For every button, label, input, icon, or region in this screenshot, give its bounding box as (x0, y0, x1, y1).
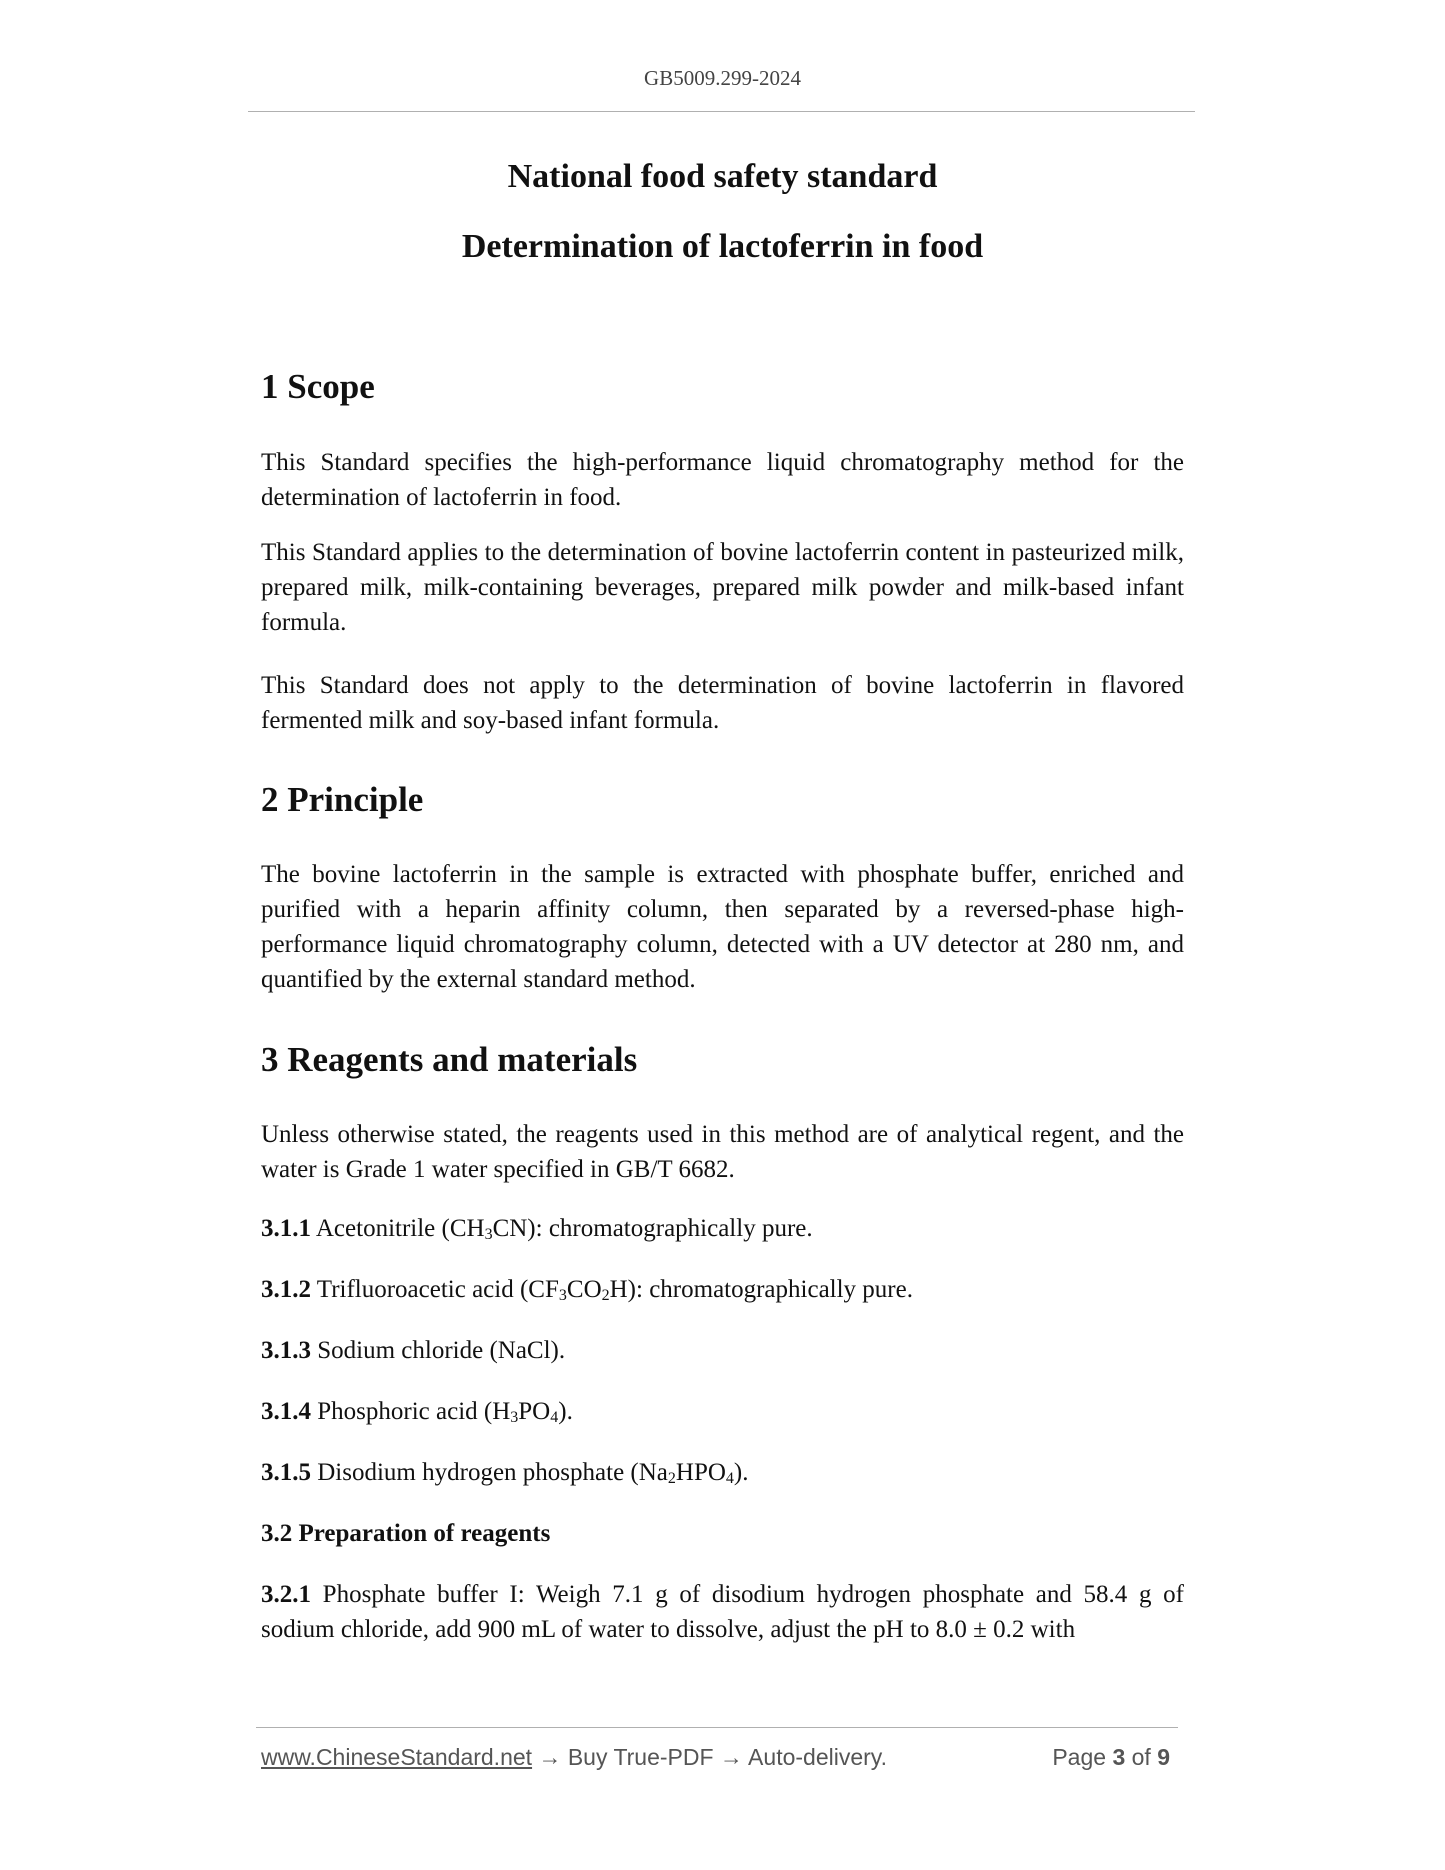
reagent-item-number: 3.1.4 (261, 1398, 311, 1425)
reagent-item-text: ). (733, 1459, 749, 1486)
reagent-item (261, 1272, 1184, 1307)
subscript: 4 (725, 1470, 734, 1487)
reagent-item (261, 1211, 1184, 1246)
page-footer (261, 1744, 1178, 1771)
page-of-label: of (1131, 1744, 1151, 1770)
scope-paragraph-2: This Standard applies to the determination of bovine lactoferrin content in pasteurized milk, prepared milk, milk-containing beverages, prepared milk powder and milk-based infant formula. (261, 539, 1184, 636)
subscript: 4 (550, 1409, 559, 1426)
reagent-item-text: PO (518, 1398, 551, 1425)
page-indicator (1052, 1744, 1170, 1771)
reagent-item-number: 3.1.3 (261, 1337, 311, 1364)
reagent-item-text: ). (558, 1398, 573, 1425)
subscript: 3 (558, 1287, 567, 1304)
subsection-heading-preparation: 3.2 Preparation of reagents (261, 1520, 551, 1547)
subscript: 2 (667, 1470, 676, 1487)
reagent-item-text: Acetonitrile (CH (311, 1215, 485, 1242)
subscript: 2 (601, 1287, 610, 1304)
scope-paragraph-3: This Standard does not apply to the determination of bovine lactoferrin in flavored fermented milk and soy-based infant formula. (261, 672, 1184, 734)
chinesestandard-link[interactable]: www.ChineseStandard.net (261, 1744, 533, 1770)
total-pages-number: 9 (1157, 1744, 1170, 1770)
scope-paragraph-1: This Standard specifies the high-performance liquid chromatography method for the determination of lactoferrin in food. (261, 449, 1184, 511)
footer-divider (256, 1727, 1178, 1728)
reagent-item-text: Disodium hydrogen phosphate (Na (311, 1459, 668, 1486)
section-heading-principle: 2 Principle (261, 780, 424, 819)
principle-paragraph: The bovine lactoferrin in the sample is extracted with phosphate buffer, enriched and purified with a heparin affinity column, then separated by a reversed-phase high-performance liquid chromatography column, detected with a UV detector at 280 nm, and quantified by the external standard method. (261, 861, 1184, 993)
reagent-item-text: Phosphoric acid (H (311, 1398, 511, 1425)
current-page-number: 3 (1112, 1744, 1126, 1770)
preparation-item-text: Phosphate buffer I: Weigh 7.1 g of disodium hydrogen phosphate and 58.4 g of sodium chloride, add 900 mL of water to dissolve, adjust the pH to 8.0 ± 0.2 with (261, 1581, 1184, 1643)
reagent-item (261, 1394, 1184, 1429)
document-code: GB5009.299-2024 (644, 66, 801, 90)
reagent-item-text: HPO (675, 1459, 726, 1486)
document-title-line-2: Determination of lactoferrin in food (461, 228, 984, 265)
page-label: Page (1052, 1744, 1107, 1770)
reagent-item-text: CO (566, 1276, 602, 1303)
section-heading-reagents: 3 Reagents and materials (261, 1040, 638, 1079)
header-divider (248, 111, 1195, 112)
reagent-item-number: 3.1.1 (261, 1215, 311, 1242)
reagent-item (261, 1455, 1184, 1490)
reagent-item-text: Trifluoroacetic acid (CF (311, 1276, 559, 1303)
reagent-item-text: CN): chromatographically pure. (492, 1215, 813, 1242)
subscript: 3 (484, 1226, 493, 1243)
reagents-intro: Unless otherwise stated, the reagents used in this method are of analytical regent, and the water is Grade 1 water specified in GB/T 6682. (261, 1121, 1184, 1183)
section-heading-scope: 1 Scope (261, 367, 375, 406)
reagent-item (261, 1333, 1184, 1368)
subscript: 3 (510, 1409, 519, 1426)
reagent-item-number: 3.1.2 (261, 1276, 311, 1303)
document-title-line-1: National food safety standard (507, 158, 938, 195)
reagent-item-text: H): chromatographically pure. (609, 1276, 913, 1303)
reagent-item-text: Sodium chloride (NaCl). (311, 1337, 566, 1364)
preparation-item-number: 3.2.1 (261, 1581, 311, 1608)
footer-tagline: → Buy True-PDF → Auto-delivery. (532, 1744, 887, 1770)
preparation-item (261, 1577, 1184, 1647)
reagent-item-number: 3.1.5 (261, 1459, 311, 1486)
